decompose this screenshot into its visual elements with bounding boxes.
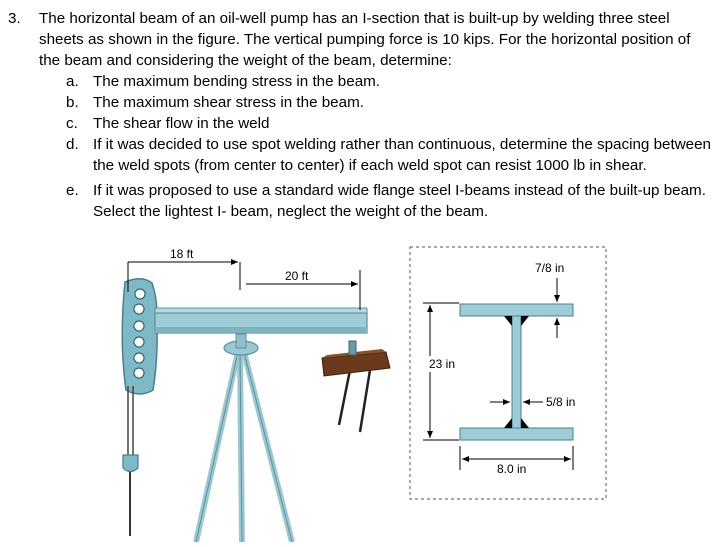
item-text: If it was decided to use spot welding rather than continuous, determine the spacing between the weld spots (from center to center) if each weld spot can resist 1000 lb in shear.	[93, 136, 712, 174]
weld-fillet	[504, 418, 512, 428]
equalizer-bracket	[349, 341, 356, 355]
item-label: b.	[66, 94, 79, 111]
problem-number: 3.	[8, 10, 21, 27]
item-b	[66, 92, 712, 113]
samson-post-leg	[244, 352, 292, 542]
item-text: The maximum shear stress in the beam.	[93, 94, 364, 111]
weld-fillet	[521, 316, 529, 326]
problem-items	[66, 71, 712, 222]
item-label: a.	[66, 73, 79, 90]
horsehead-rivet	[134, 321, 144, 331]
figure-svg	[0, 240, 716, 542]
horsehead-rivet	[134, 353, 144, 363]
pump-illustration	[122, 279, 390, 542]
dimension-label-20ft: 20 ft	[285, 269, 309, 283]
item-a	[66, 71, 712, 92]
section-detail	[410, 247, 606, 499]
weld-fillet	[521, 418, 529, 428]
item-label: d.	[66, 136, 79, 153]
depth-label: 23 in	[429, 357, 456, 371]
pitman-arm	[360, 370, 370, 432]
item-label: e.	[66, 182, 79, 199]
horsehead-rivet	[134, 304, 144, 314]
figure	[0, 240, 716, 542]
carrier-bar	[123, 455, 138, 472]
web	[512, 316, 521, 428]
top-flange	[460, 304, 573, 316]
dimension-20ft	[246, 269, 360, 310]
item-text: The maximum bending stress in the beam.	[93, 73, 381, 90]
pitman-arm	[339, 370, 350, 425]
flange-width-label: 8.0 in	[497, 462, 527, 476]
flange-thickness-label: 7/8 in	[535, 261, 565, 275]
walking-beam-shade	[155, 327, 367, 333]
horsehead-rivet	[134, 337, 144, 347]
walking-beam-flange	[155, 308, 367, 313]
item-c	[66, 113, 712, 134]
item-d	[66, 134, 712, 176]
item-label: c.	[66, 115, 78, 132]
bottom-flange	[460, 428, 573, 440]
weld-fillet	[504, 316, 512, 326]
item-text: The shear flow in the weld	[93, 115, 270, 132]
item-text: If it was proposed to use a standard wide flange steel I-beams instead of the built-up beam. Select the lightest I- beam, neglect the weight of the beam.	[93, 182, 706, 220]
web-thickness-label: 5/8 in	[546, 395, 576, 409]
samson-post-leg	[196, 352, 238, 542]
saddle-post	[236, 334, 246, 348]
horsehead-rivet	[134, 368, 144, 378]
item-e	[66, 180, 712, 222]
dimension-label-18ft: 18 ft	[170, 247, 194, 261]
problem-stem: The horizontal beam of an oil-well pump has an I-section that is built-up by welding three steel sheets as shown in the figure. The vertical pumping force is 10 kips. For the horizontal position of the beam and considering the weight of the beam, determine:	[39, 10, 691, 69]
horsehead-rivet	[135, 289, 145, 299]
